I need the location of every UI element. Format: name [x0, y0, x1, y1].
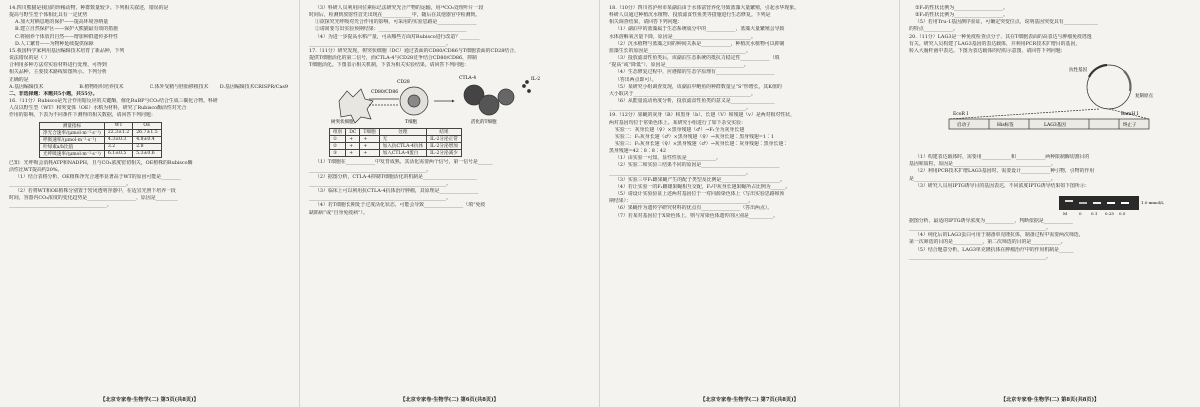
table-cell: 4.3±0.3 — [104, 136, 132, 143]
text-line: （5）若用Tru-1基因测序验证，可确定突变位点，说明基因突变具有______________ — [915, 19, 1098, 26]
text-line: ________________________________________。 — [9, 202, 112, 209]
fig-label: CD80/CD86 — [371, 90, 399, 96]
text-line: （答出两点即可）。 — [615, 76, 657, 83]
page-footer: 【北京专家卷·生物学(二) 第8页(共8页)】 — [1000, 397, 1100, 403]
text-line: ________________________________________________。 — [9, 180, 132, 187]
text-line: （4）为进一步提高水稻产量，可从哪些方面对Rubisco进行改造？________ — [315, 33, 480, 40]
text-line: 提高与野生型个体相比具有一定优势 — [9, 12, 88, 19]
table-cell: 22.3±1.2 — [104, 129, 132, 136]
option-item: D.基因编辑技术CRISPR/Cas9 — [219, 83, 289, 90]
table-cell: + — [360, 150, 379, 157]
text-line: （1）由实验一可知，显性性状是____________。 — [615, 155, 721, 162]
gel-lane-label: 0.5 — [1119, 210, 1126, 216]
fig-label: 活化的T细胞 — [471, 120, 497, 126]
resistance-gene-arc — [1089, 65, 1107, 77]
text-line: ________________________________________________。 — [309, 166, 432, 173]
table-cell: ③ — [330, 150, 346, 157]
table-cell: ② — [330, 143, 346, 150]
table-row — [40, 150, 162, 157]
dendritic-cell-shape — [339, 89, 373, 123]
text-line: （3）实验三中F₁雌果蝇产生的配子类型及比例是________________________。 — [615, 176, 785, 183]
table-cell: IL-2分泌增加 — [427, 143, 462, 150]
section-title: 二、非选择题：本题共5小题，共55分。 — [9, 90, 98, 97]
text-line: 期结果）：________________________________________________。 — [609, 198, 754, 205]
fig-label: CTLA-4 — [459, 76, 477, 82]
dc-tcell-diagram — [309, 71, 590, 126]
column-header: 测量指标 — [40, 122, 105, 129]
text-line: A.加大对栖息地的保护——提高环境容纳量 — [15, 19, 109, 26]
text-line: 有关。研究人员构建了LAG3基因的表达载体，并利用PCR技术扩增目的基因， — [909, 40, 1081, 47]
text-line: 19.（12分）果蝇的灰身（B）和黑身（b）、长翅（V）和残翅（v）是两对相对性状， — [609, 112, 795, 119]
text-line: ________________________________________________________。 — [909, 225, 1051, 232]
text-line: 16.（11分）Rubisco是光合作用暗反应的关键酶，催化RuBP与CO₂结合生成三碳化合物。科研 — [9, 98, 218, 105]
text-line: 科研人员通过种植沉水植物、投放滤食性鱼类等措施进行生态修复。下列是 — [609, 12, 771, 19]
text-line: （5）结合题意分析，LAG3单克隆抗体在肿瘤治疗中的作用机制是______ — [915, 246, 1074, 253]
column-header: DC — [346, 129, 360, 136]
exam-page-5 — [0, 0, 300, 407]
table-cell: IL-2分泌正常 — [427, 136, 462, 143]
text-line: 14.四川熊猫是我国的珍稀动物，种群数量较少。下列相关叙述，错误的是 — [9, 5, 169, 11]
text-line: 实验二：F₁灰身长翅（♂）×黑身残翅（♀）→灰身长翅∶黑身残翅=1∶1 — [615, 133, 774, 140]
column-header: 组别 — [330, 129, 346, 136]
page-footer: 【北京专家卷·生物学(二) 第5页(共8页)】 — [100, 397, 199, 403]
t-cell-nucleus — [408, 95, 420, 107]
table-cell: + — [346, 136, 360, 143]
text-line: （3）投放滤食性鱼类后，该湖泊生态系统的抵抗力稳定性____________（填 — [615, 55, 780, 62]
text-line: （1）构建表达载体时，需要用____________和____________两种限制酶切割目的 — [915, 154, 1090, 161]
gel-band — [1065, 200, 1073, 202]
exam-page-8 — [900, 0, 1200, 407]
q17-data-table — [329, 128, 462, 157]
fig-label: EcoR I — [953, 112, 969, 118]
table-cell: + — [346, 143, 360, 150]
text-line: 第一次筛选的目的是____________，第二次筛选的目的是____________。 — [909, 239, 1066, 246]
text-line: 时间，容器内CO₂浓度的变化趋势是____________________，原因是_________ — [9, 195, 178, 202]
text-line: ②F₂的性状比例为____________________。 — [915, 12, 1008, 19]
il2-dot — [526, 81, 529, 84]
plasmid-diagram — [909, 57, 1191, 152]
exam-page-7 — [600, 0, 900, 407]
table-row — [330, 143, 462, 150]
page-footer: 【北京专家卷·生物学(二) 第7页(共8页)】 — [700, 397, 799, 403]
text-line: （4）纯化后的LAG3蛋白可用于制备单克隆抗体，制备过程中需要两次筛选， — [915, 232, 1084, 239]
text-line: C.将圈养个体放归自然——增加种群遗传多样性 — [15, 33, 118, 40]
text-line: ________________________________________________________。 — [309, 40, 451, 47]
text-line: 基因和质粒，原因是________________________________________。 — [909, 161, 1056, 168]
table-row — [40, 143, 162, 150]
il2-dot — [523, 85, 526, 88]
gel-figure — [909, 192, 1191, 216]
table-header-row — [40, 122, 162, 129]
fig-label: BamH I — [1121, 112, 1139, 118]
fig-label: 启动子 — [957, 123, 971, 129]
exam-page-6 — [300, 0, 600, 407]
text-line: （6）果蝇作为遗传学研究材料的优点有________________（答出两点）。 — [615, 205, 773, 212]
text-line: 水体溶解氧含量下降，原因是________________________________。 — [609, 33, 756, 40]
gel-lane-label: M — [1063, 210, 1068, 216]
text-line: （4）生态修复过程中，应遵循的生态学原理有________________________ — [615, 69, 775, 76]
column-header: 结果 — [427, 129, 462, 136]
gel-lane-label: 1.0 mmol/L — [1141, 199, 1164, 205]
text-line: “提高”或“降低”），原因是________________________________。 — [609, 62, 749, 69]
page-footer: 【北京专家卷·生物学(二) 第6页(共8页)】 — [400, 397, 499, 403]
text-line: 是________________________________________________________。 — [909, 175, 1056, 182]
text-line: T细胞活化。下图表示相关机制，下表为相关实验结果。请回答下列问题： — [309, 62, 469, 69]
text-line: 17.（11分）研究发现，树突状细胞（DC）通过表面的CD80/CD86与T细胞表面的CD28结合， — [309, 47, 520, 54]
fig-label: 复制原点 — [1135, 94, 1153, 100]
gel-lane-label: 0.1 — [1091, 210, 1098, 216]
text-line: （3）研究人员用IPTG诱导目的基因表达，不同浓度IPTG诱导结果如下图所示： — [915, 182, 1090, 189]
gel-image — [909, 192, 1191, 216]
fig-label: IL-2 — [531, 77, 541, 83]
text-line: 合利用多种方法对实验材料进行处理，可得到 — [9, 62, 107, 69]
text-line: （4）若让实验一的F₁雌雄果蝇相互交配，F₂中灰身长翅果蝇所占比例为______。 — [615, 183, 791, 190]
text-line: 据图分析，最适的IPTG诱导浓度为____________，判断依据是____________ — [909, 217, 1074, 224]
text-line: ________________________________________________________。 — [909, 253, 1051, 260]
table-cell: 加入抗CTLA-4抗体 — [379, 143, 426, 150]
table-cell: 叶绿素a/b比值 — [40, 143, 105, 150]
table-cell: 光呼吸速率/(μmol·m⁻²·s⁻¹) — [40, 150, 105, 157]
text-line: 18.（10分）四川省泸州市某湖泊由于水体富营养化导致蓝藻大量繁殖，引起水华现象。 — [609, 5, 800, 11]
text-line: 提供T细胞活化的第二信号，而CTLA-4与CD28竞争结合CD80/CD86，抑制 — [309, 55, 477, 62]
text-line: ①F₂的性状比例为____________________。 — [915, 5, 1008, 11]
text-line: ________________________________________________________。 — [309, 195, 451, 202]
text-line: ①欲探究光呼吸对光合作用的影响，可采用的实验思路是________________ — [315, 19, 477, 26]
gel-band — [1107, 202, 1115, 204]
q15-options — [9, 84, 290, 91]
text-line: 两对基因均位于常染色体上。某研究小组进行了如下杂交实验： — [609, 119, 746, 126]
text-line: 实验一：灰身长翅（♀）×黑身残翅（♂）→F₁全为灰身长翅 — [615, 126, 745, 133]
text-line: ________________________________________________________。 — [609, 169, 751, 176]
gel-band — [1079, 202, 1087, 204]
text-line: 缺陷病”或“自身免疫病”）。 — [309, 209, 368, 216]
text-line: （2）沉水植物与蓝藻之间的种间关系是____________，种植沉水植物可以抑制 — [615, 40, 785, 47]
text-line: 蓝藻生长的原因是________________________________________。 — [609, 47, 751, 54]
table-cell: + — [346, 150, 360, 157]
text-line: 活性比WT提高约20%。 — [9, 166, 63, 173]
text-line: 实验三：F₁灰身长翅（♀）×黑身残翅（♂）→灰身长翅∶灰身残翅∶黑身长翅∶ — [615, 140, 789, 147]
text-line: （1）湖泊中的蓝藻属于生态系统成分中的____________，蓝藻大量繁殖会导致 — [615, 26, 785, 33]
activated-tcell-2 — [479, 95, 499, 115]
text-line: 15.我国科学家利用基因编辑技术培育了新品种，下列 — [9, 47, 125, 54]
column-header: T细胞 — [360, 129, 379, 136]
text-line: D.人工繁育——为物种延续提供保障 — [15, 40, 94, 47]
gel-lane-label: 0 — [1079, 210, 1082, 216]
text-line: （1）T细胞在____________中发育成熟，其活化需要两个信号，第一信号是______ — [315, 159, 493, 166]
table-cell: ① — [330, 136, 346, 143]
text-line: 说法错误的是（ ） — [9, 55, 50, 62]
text-line: 正确的是 — [9, 76, 29, 83]
text-line: 相关调查结果，请回答下列问题： — [609, 19, 683, 26]
zoom-line — [949, 109, 1099, 119]
table-header-row — [330, 129, 462, 136]
fig-label: LAG3基因 — [1044, 123, 1066, 129]
column-header: 处理 — [379, 129, 426, 136]
text-line: B.建立自然保护区——保护大熊猫最有效的措施 — [15, 26, 118, 33]
column-header: OE — [133, 122, 161, 129]
table-cell: 3.2 — [104, 143, 132, 150]
table-cell: 无 — [379, 136, 426, 143]
fig-label: 终止子 — [1123, 123, 1137, 129]
gel-lane-label: 0.25 — [1105, 210, 1114, 216]
table-cell: 6.1±0.5 — [104, 150, 132, 157]
table-row — [40, 136, 162, 143]
text-line: 黑身残翅=42∶8∶8∶42 — [609, 148, 667, 155]
table-cell: IL-2分泌减少 — [427, 150, 462, 157]
table-cell: 26.7±1.5 — [133, 129, 161, 136]
q16-data-table — [39, 122, 162, 158]
text-line: （2）若将WT和OE植株分别置于密闭透明容器中，在适宜光照下培养一段 — [15, 188, 176, 195]
text-line: 大小取决于________________________________________________。 — [609, 90, 756, 97]
table-cell: 呼吸速率/(μmol·m⁻²·s⁻¹) — [40, 136, 105, 143]
option-item: C.体外受精与胚胎移植技术 — [149, 83, 209, 90]
table-cell: 5.3±0.6 — [133, 150, 161, 157]
text-line: （2）利用PCR技术扩增LAG3基因时，需要设计____________种引物，引物的作用 — [915, 168, 1095, 175]
gel-band — [1093, 202, 1101, 204]
table-cell: + — [360, 143, 379, 150]
text-line: （3）临床上可以利用抗CTLA-4抗体治疗肿瘤，其原理是________________ — [315, 188, 479, 195]
table-row — [40, 129, 162, 136]
text-line: 20.（11分）LAG3是一种免疫检查点分子，其在T细胞表面的高表达与肿瘤免疫逃逸 — [909, 33, 1092, 40]
text-line: （2）实验二和实验三结果不同的原因是________________________________ — [615, 162, 780, 169]
text-line: （7）若某对基因位于X染色体上，则与常染色体遗传的区别是__________。 — [615, 212, 779, 219]
table-cell: 2.8 — [133, 143, 161, 150]
text-line: （6）从能量流动角度分析，投放滤食性鱼类的意义是__________________ — [615, 98, 775, 105]
text-line: 转入大肠杆菌中表达。下图为表达载体的结构示意图，请回答下列问题： — [909, 47, 1066, 54]
activated-tcell-3 — [498, 89, 514, 105]
text-line: 的特点____________。 — [909, 26, 958, 33]
column-header: WT — [104, 122, 132, 129]
fig-label: His标签 — [997, 123, 1014, 129]
option-item: B.植物组织培养技术 — [79, 83, 124, 90]
fig-label: T细胞 — [405, 120, 418, 126]
table-row — [330, 136, 462, 143]
text-line: ________________________________________________________。 — [309, 180, 451, 187]
text-line: （2）据图分析，CTLA-4抑制T细胞活化的机制是______________________ — [315, 173, 477, 180]
table-cell: 净光合速率/(μmol·m⁻²·s⁻¹) — [40, 129, 105, 136]
table-cell: + — [360, 136, 379, 143]
text-line: （1）结合表格分析，OE植株净光合速率显著高于WT的原因可能是________ — [15, 173, 181, 180]
text-line: ________________________________________________________。 — [609, 105, 751, 112]
dc-tcell-figure — [309, 71, 591, 126]
origin-arc — [1124, 71, 1130, 91]
text-line: 已知：光呼吸会消耗ATP和NADPH，且与CO₂浓度密切相关，OE植株的Rubisco酶 — [9, 159, 193, 166]
fig-label: CD28 — [397, 80, 410, 86]
fig-label: 树突状细胞 — [331, 120, 354, 126]
text-line: （5）请设计实验验证上述两对基因位于一对同源染色体上（写出实验思路和预 — [615, 191, 785, 198]
text-line: （4）若T细胞长期处于过度活化状态，可能会导致________________（填“免疫 — [315, 202, 486, 209]
table-cell: 4.8±0.4 — [133, 136, 161, 143]
text-line: 相关品种，主要技术路线如图所示。下列分析 — [9, 69, 107, 76]
text-line: ②请简要写出实验预期结果：____________________________________ — [315, 26, 467, 33]
table-row — [330, 150, 462, 157]
il2-dot — [528, 90, 531, 93]
table-cell: 加入CTLA-4蛋白 — [379, 150, 426, 157]
text-line: （3）科研人员利用同位素标记法研究光合产物的运输，用¹⁴CO₂处理叶片一段 — [315, 5, 484, 11]
plasmid-figure — [909, 57, 1191, 152]
text-line: 人员以野生型（WT）和突变体（OE）水稻为材料，研究了Rubisco酶活性对光合 — [9, 105, 187, 112]
gel-band — [1121, 202, 1129, 204]
text-line: 作用的影响。下表为不同条件下测得的相关数据，请回答下列问题： — [9, 112, 156, 119]
fig-label: 抗性基因 — [1069, 68, 1087, 74]
text-line: 时间后，检测到放射性首先出现在____________中，随后在其他器官中检测到。 — [309, 12, 481, 19]
option-item: A.基因编辑技术 — [9, 83, 44, 90]
text-line: （5）某研究小组调查发现，该湖泊中鲢鱼的种群数量呈“S”形增长，其K值的 — [615, 83, 782, 90]
